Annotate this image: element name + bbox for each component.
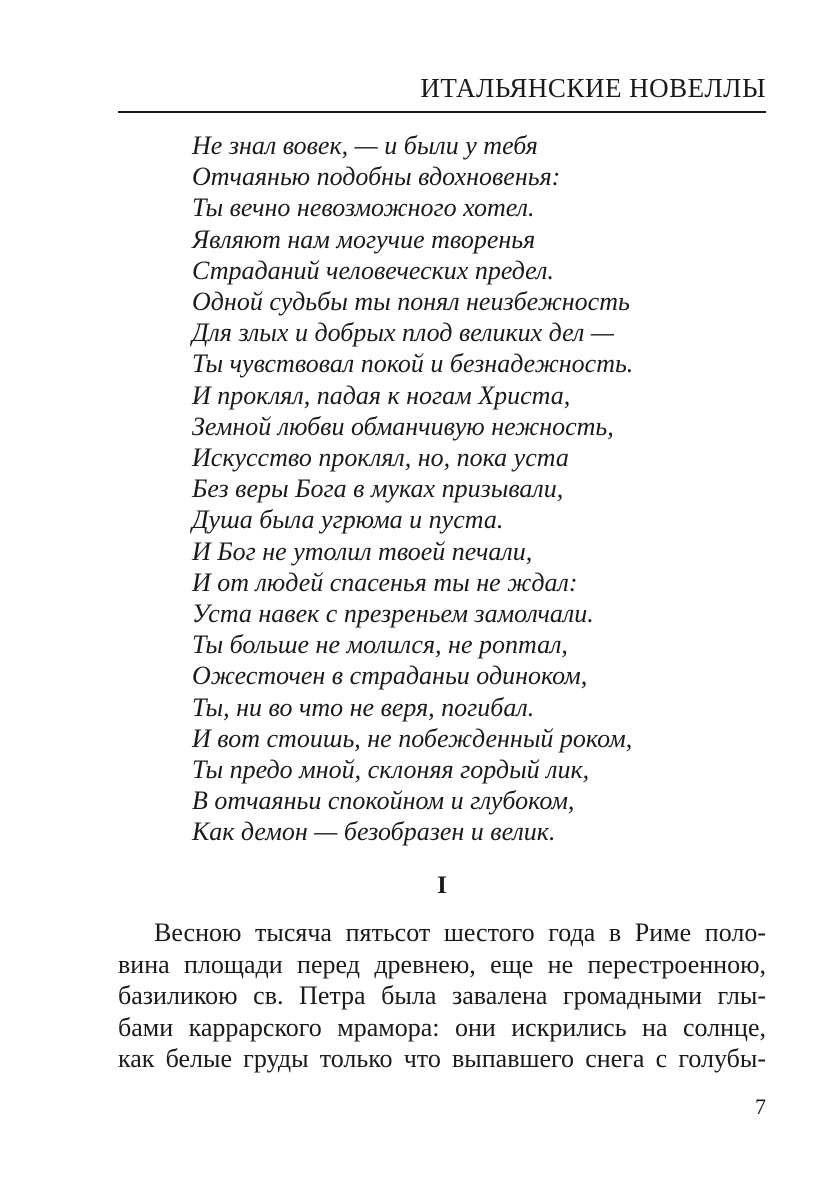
- poem-line: Для злых и добрых плод великих дел —: [192, 318, 614, 348]
- poem-line: И проклял, падая к ногам Христа,: [192, 380, 571, 410]
- poem-line: Душа была угрюма и пуста.: [192, 505, 504, 535]
- prose-line: базиликою св. Петра была завалена громадными глы-: [118, 981, 766, 1010]
- page-number: 7: [755, 1094, 766, 1119]
- poem-line: Являют нам могучие творенья: [192, 224, 536, 254]
- header-divider: [118, 111, 766, 113]
- poem-line: Ожесточен в страданьи одиноком,: [192, 661, 588, 691]
- poem-line: Страданий человеческих предел.: [192, 255, 554, 285]
- poem: [192, 130, 752, 848]
- poem-line: И вот стоишь, не побежденный роком,: [192, 723, 633, 753]
- poem-line: Ты, ни во что не веря, погибал.: [192, 692, 535, 722]
- poem-line: И от людей спасенья ты не ждал:: [192, 567, 578, 597]
- prose-line: Весною тысяча пятьсот шестого года в Риме поло-: [154, 918, 766, 947]
- poem-line: Без веры Бога в муках призывали,: [192, 474, 564, 504]
- running-title: ИТАЛЬЯНСКИЕ НОВЕЛЛЫ: [420, 73, 766, 103]
- poem-line: Ты предо мной, склоняя гордый лик,: [192, 755, 590, 785]
- prose-line: как белые груды только что выпавшего снега с голубы-: [118, 1044, 766, 1073]
- poem-line: Ты вечно невозможного хотел.: [192, 193, 535, 223]
- poem-line: Одной судьбы ты понял неизбежность: [192, 287, 630, 317]
- prose-line: вина площади перед древнею, еще не перестроенною,: [118, 949, 766, 979]
- poem-line: И Бог не утолил твоей печали,: [192, 536, 533, 566]
- poem-line: Уста навек с презреньем замолчали.: [192, 599, 594, 629]
- poem-line: В отчаяньи спокойном и глубоком,: [192, 786, 575, 816]
- poem-line: Не знал вовек, — и были у тебя: [192, 131, 538, 160]
- poem-line: Земной любви обманчивую нежность,: [192, 411, 614, 441]
- section-heading: I: [437, 872, 447, 899]
- poem-line: Как демон — безобразен и велик.: [192, 817, 556, 847]
- poem-line: Отчаянью подобны вдохновенья:: [192, 162, 561, 192]
- prose-paragraph: [118, 917, 766, 1075]
- poem-line: Ты больше не молился, не роптал,: [192, 630, 568, 660]
- prose-line: бами каррарского мрамора: они искрились на солнце,: [118, 1012, 766, 1042]
- poem-line: Ты чувствовал покой и безнадежность.: [192, 349, 634, 379]
- poem-line: Искусство проклял, но, пока уста: [192, 443, 569, 473]
